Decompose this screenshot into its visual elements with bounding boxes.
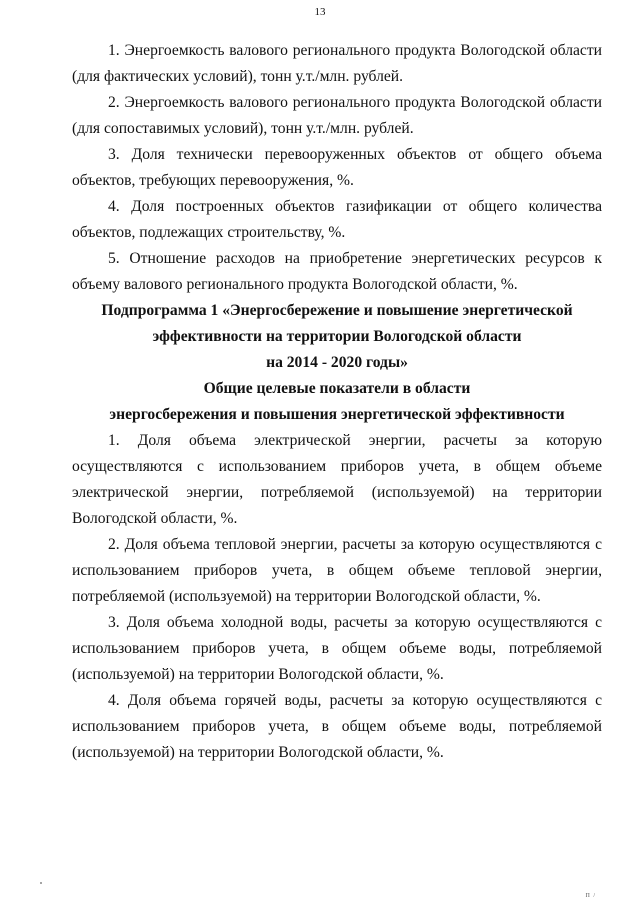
indicator-paragraph-3: 3. Доля технически перевооруженных объектов от общего объема объектов, требующих перевооружения, %. xyxy=(72,146,602,189)
document-body xyxy=(72,38,602,766)
footer-mark: П / xyxy=(585,893,596,899)
target-paragraph-2: 2. Доля объема тепловой энергии, расчеты за которую осуществляются с использованием приборов учета, в общем объеме тепловой энергии, потребляемой (используемой) на территории Вологодской области, %. xyxy=(72,536,602,605)
subprogram-title-line-2: эффективности на территории Вологодской области xyxy=(152,328,522,345)
indicator-paragraph-5: 5. Отношение расходов на приобретение энергетических ресурсов к объему валового регионального продукта Вологодской области, %. xyxy=(72,250,602,293)
page-number: 13 xyxy=(314,6,326,18)
subprogram-title-line-3: на 2014 - 2020 годы» xyxy=(266,354,408,371)
scan-speck xyxy=(40,882,42,884)
indicator-paragraph-4: 4. Доля построенных объектов газификации от общего количества объектов, подлежащих строительству, %. xyxy=(72,198,602,241)
section-heading-line-1: Общие целевые показатели в области xyxy=(203,380,471,397)
section-heading-line-2: энергосбережения и повышения энергетической эффективности xyxy=(109,406,565,423)
target-paragraph-4: 4. Доля объема горячей воды, расчеты за которую осуществляются с использованием приборов учета, в общем объеме воды, потребляемой (используемой) на территории Вологодской области, %. xyxy=(72,692,602,761)
subprogram-title-line-1: Подпрограмма 1 «Энергосбережение и повышение энергетической xyxy=(101,302,573,319)
indicator-paragraph-1: 1. Энергоемкость валового регионального продукта Вологодской области (для фактических условий), тонн у.т./млн. рублей. xyxy=(72,42,602,85)
indicator-paragraph-2: 2. Энергоемкость валового регионального продукта Вологодской области (для сопоставимых условий), тонн у.т./млн. рублей. xyxy=(72,94,602,137)
target-paragraph-3: 3. Доля объема холодной воды, расчеты за которую осуществляются с использованием приборов учета, в общем объеме воды, потребляемой (используемой) на территории Вологодской области, %. xyxy=(72,614,602,683)
target-paragraph-1: 1. Доля объема электрической энергии, расчеты за которую осуществляются с использованием приборов учета, в общем объеме электрической энергии, потребляемой (используемой) на территории Вологодской области, %. xyxy=(72,432,602,527)
